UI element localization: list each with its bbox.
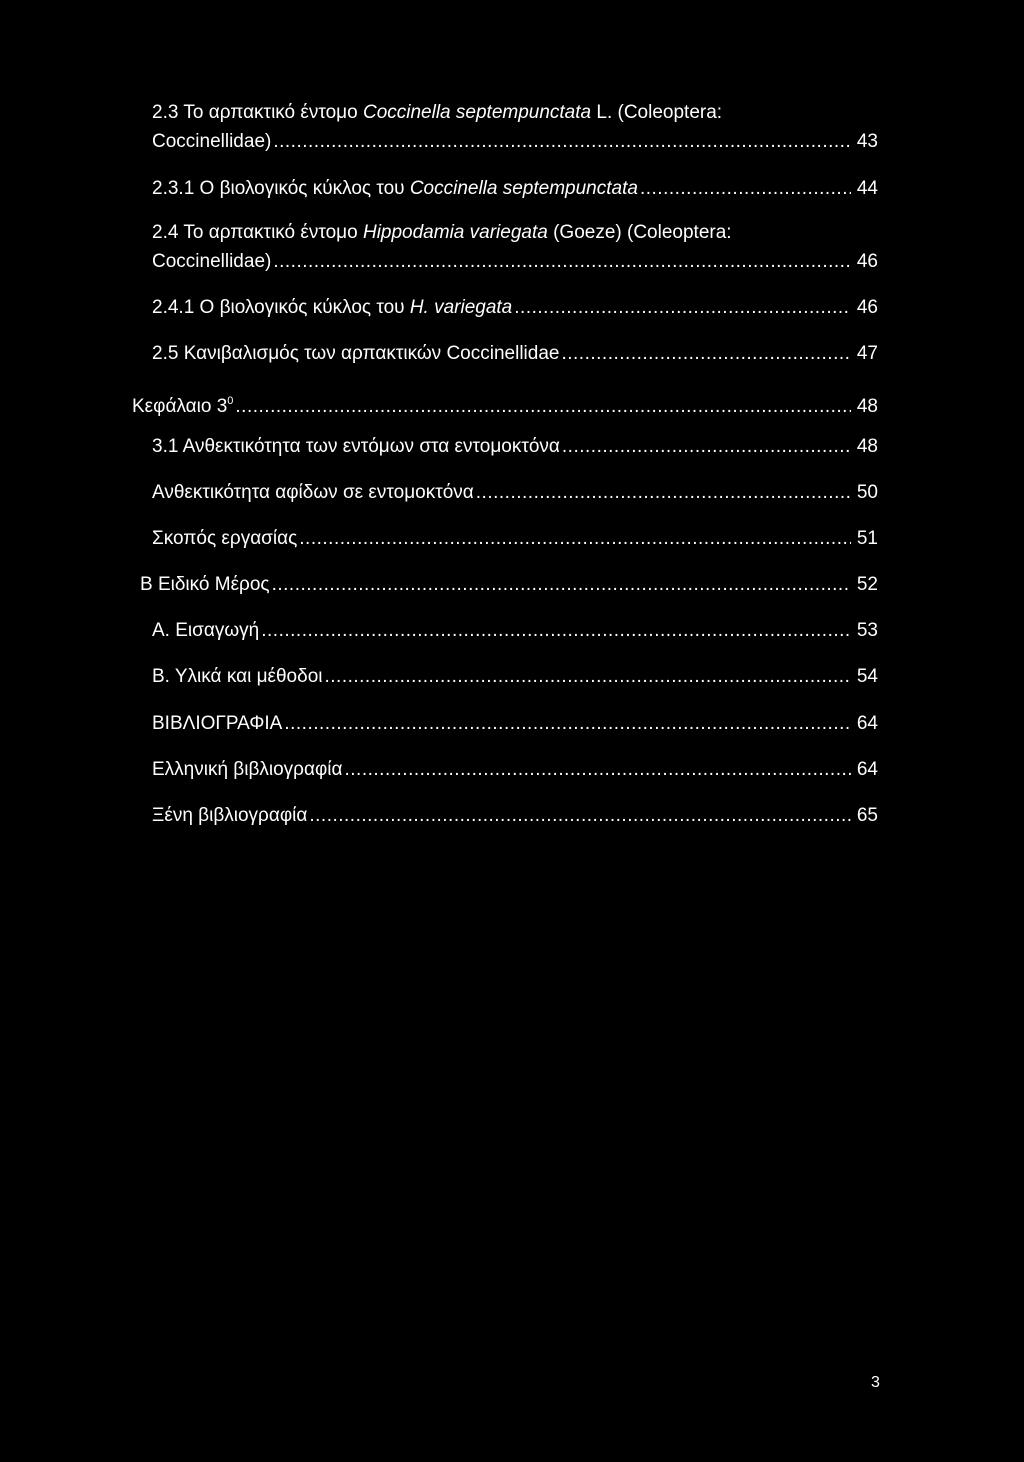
toc-text-segment: L. (Coleoptera: [591, 102, 723, 123]
toc-page-number: 43 [856, 131, 878, 152]
toc-dot-leader [476, 480, 851, 506]
toc-page-number: 51 [856, 528, 878, 549]
toc-entry[interactable] [152, 803, 878, 829]
toc-dot-leader [299, 526, 851, 552]
toc-dot-leader [561, 341, 851, 367]
toc-entry-line [152, 480, 878, 506]
toc-page-number: 53 [856, 620, 878, 641]
toc-entry-title [152, 176, 638, 202]
toc-entry[interactable] [152, 711, 878, 737]
toc-dot-leader [235, 394, 851, 420]
toc-text-segment: 3.1 Ανθεκτικότητα των εντόμων στα εντομοκτόνα [152, 436, 560, 457]
toc-text-segment: Ανθεκτικότητα αφίδων σε εντομοκτόνα [152, 482, 474, 503]
toc-entry[interactable] [140, 572, 878, 598]
toc-entry-line [152, 757, 878, 783]
toc-entry-line [152, 295, 878, 321]
toc-entry-line [152, 618, 878, 644]
toc-dot-leader [284, 711, 851, 737]
toc-entry[interactable] [152, 480, 878, 506]
toc-entry-title-line [152, 100, 878, 129]
toc-text-segment: Ξένη βιβλιογραφία [152, 805, 308, 826]
toc-text-segment: 2.4.1 Ο βιολογικός κύκλος του [152, 297, 410, 318]
toc-dot-leader [345, 757, 852, 783]
toc-entry-title [152, 249, 271, 275]
toc-text-segment: Κεφάλαιο 3 [132, 396, 228, 417]
toc-entry-title [152, 664, 322, 690]
toc-entry-line [132, 388, 878, 420]
toc-dot-leader [273, 129, 851, 155]
toc-superscript: 0 [227, 395, 234, 407]
toc-page-number: 44 [856, 178, 878, 199]
toc-text-segment: Β. Υλικά και μέθοδοι [152, 666, 323, 687]
toc-italic-segment: Hippodamia variegata [362, 222, 548, 243]
toc-page-number: 52 [856, 574, 878, 595]
toc-entry-line [152, 664, 878, 690]
page-number: 3 [871, 1374, 880, 1391]
toc-entry[interactable] [152, 618, 878, 644]
toc-page-number: 65 [856, 805, 878, 826]
toc-entry-title [152, 434, 560, 460]
toc-entry-line [152, 803, 878, 829]
toc-entry[interactable] [152, 220, 878, 275]
toc-entry-title [132, 388, 233, 420]
toc-italic-segment: Coccinella septempunctata [409, 178, 638, 199]
toc-text-segment: Α. Εισαγωγή [152, 620, 260, 641]
toc-entry-title-line [152, 220, 878, 249]
toc-page-number: 48 [856, 396, 878, 417]
toc-dot-leader [272, 572, 851, 598]
toc-entry[interactable] [152, 526, 878, 552]
toc-page-number: 50 [856, 482, 878, 503]
toc-text-segment: 2.5 Κανιβαλισμός των αρπακτικών Coccinellidae [152, 343, 560, 364]
toc-dot-leader [640, 176, 851, 202]
toc-text-segment: 2.3 Το αρπακτικό έντομο [152, 102, 363, 123]
toc-entry-title [152, 757, 343, 783]
toc-entry[interactable] [152, 100, 878, 155]
toc-page-number: 64 [856, 759, 878, 780]
toc-entry[interactable] [132, 388, 878, 420]
toc-entry-line [152, 129, 878, 155]
toc-page-number: 46 [856, 251, 878, 272]
toc-page-number: 64 [856, 713, 878, 734]
toc-entry-line [152, 249, 878, 275]
toc-entry-line [152, 711, 878, 737]
toc-entry-title [152, 129, 271, 155]
toc-text-segment: Coccinellidae) [152, 131, 272, 152]
toc-entry-title [152, 526, 297, 552]
toc-text-segment: Β Ειδικό Μέρος [140, 574, 270, 595]
toc-text-segment: 2.3.1 Ο βιολογικός κύκλος του [152, 178, 410, 199]
toc-dot-leader [309, 803, 851, 829]
toc-italic-segment: H. variegata [409, 297, 513, 318]
toc-entry-title [152, 711, 282, 737]
toc-dot-leader [324, 664, 851, 690]
toc-dot-leader [273, 249, 851, 275]
toc-entry[interactable] [152, 664, 878, 690]
toc-page-number: 47 [856, 343, 878, 364]
toc-entry[interactable] [152, 341, 878, 367]
toc-text-segment: (Goeze) (Coleoptera: [547, 222, 732, 243]
toc-entry-line [152, 176, 878, 202]
toc-entry[interactable] [152, 434, 878, 460]
toc-entry-title [152, 618, 259, 644]
toc-entry-title [152, 341, 559, 367]
toc-italic-segment: Coccinella septempunctata [362, 102, 592, 123]
toc-text-segment: 2.4 Το αρπακτικό έντομο [152, 222, 363, 243]
toc-entry-line [152, 341, 878, 367]
toc-entry-title [152, 803, 307, 829]
toc-dot-leader [562, 434, 851, 460]
toc-entry-line [152, 434, 878, 460]
toc-page-number: 48 [856, 436, 878, 457]
toc-entry-line [140, 572, 878, 598]
toc-dot-leader [261, 618, 851, 644]
toc-dot-leader [514, 295, 851, 321]
toc-text-segment: Ελληνική βιβλιογραφία [152, 759, 343, 780]
toc-page-number: 46 [856, 297, 878, 318]
toc-entry[interactable] [152, 757, 878, 783]
toc-entry[interactable] [152, 295, 878, 321]
toc-page-number: 54 [856, 666, 878, 687]
toc-entry-title [152, 295, 512, 321]
toc-entry-title [140, 572, 270, 598]
toc-entry[interactable] [152, 176, 878, 202]
toc-text-segment: Σκοπός εργασίας [152, 528, 298, 549]
toc-text-segment: Coccinellidae) [152, 251, 272, 272]
toc-entry-line [152, 526, 878, 552]
toc-text-segment: ΒΙΒΛΙΟΓΡΑΦΙΑ [152, 713, 283, 734]
toc-entry-title [152, 480, 474, 506]
